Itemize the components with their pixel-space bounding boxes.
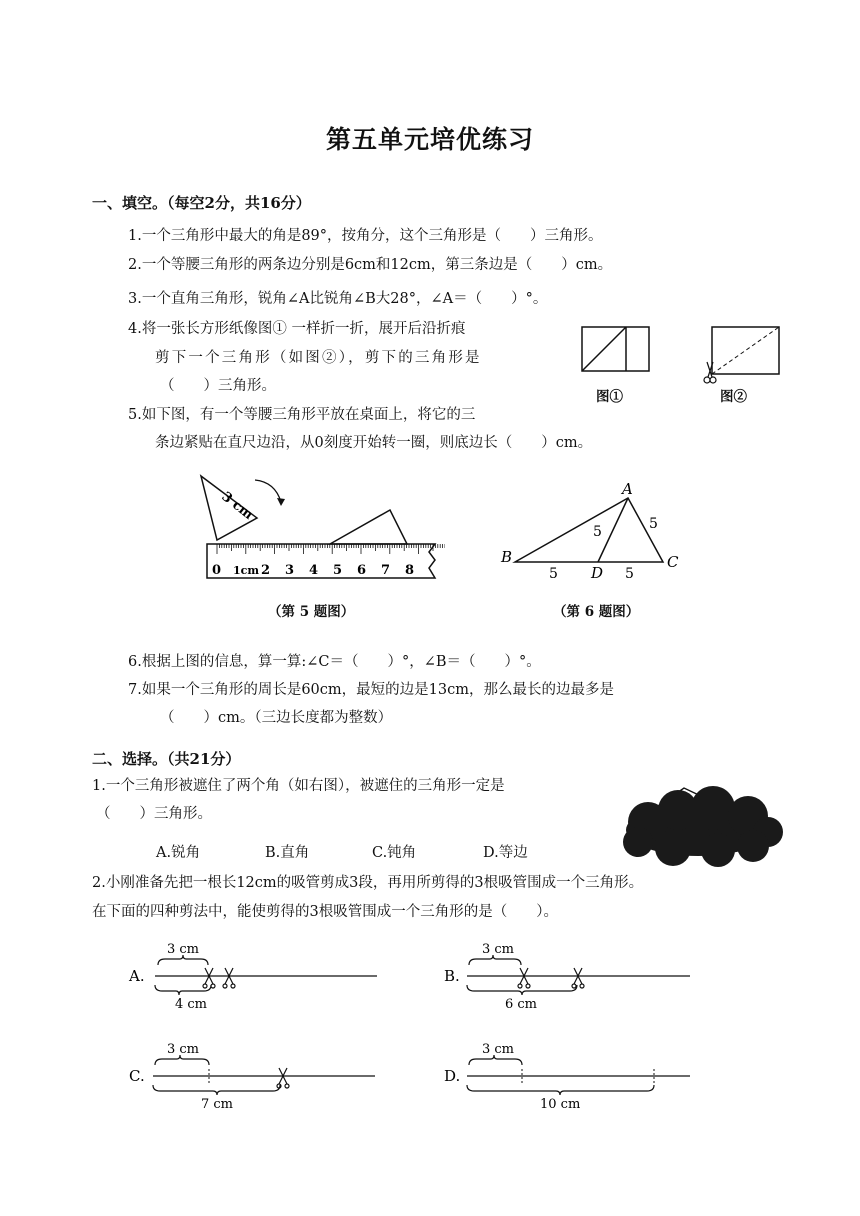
question-1-4-line2: 剪下一个三角形（如图②），剪下的三角形是 <box>155 350 482 366</box>
figure-6-triangle <box>495 476 695 586</box>
cut-option-b <box>440 935 700 1015</box>
question-2-2-line1: 2.小刚准备先把一根长12cm的吸管剪成3段，再用所剪得的3根吸管围成一个三角形。 <box>92 875 644 891</box>
cut-option-d-letter: D. <box>444 1067 461 1085</box>
question-1-1: 1.一个三角形中最大的角是89°，按角分，这个三角形是（ ）三角形。 <box>128 228 603 244</box>
cut-option-a-bottom-length: 4 cm <box>175 997 208 1012</box>
ruler-tick-3: 3 <box>285 563 295 578</box>
cut-option-d-top-length: 3 cm <box>482 1042 515 1057</box>
cut-option-c <box>125 1035 385 1115</box>
scissors-icon <box>518 968 530 988</box>
question-2-1-line2: （ ）三角形。 <box>96 806 212 822</box>
option-c: C.钝角 <box>372 845 417 861</box>
section-2-heading: 二、选择。（共21分） <box>92 750 241 768</box>
ruler-tick-8: 8 <box>405 563 415 578</box>
length-ac-label: 5 <box>649 516 658 532</box>
question-2-1-line1: 1.一个三角形被遮住了两个角（如右图），被遮住的三角形一定是 <box>92 778 505 794</box>
question-1-3: 3.一个直角三角形，锐角∠A比锐角∠B大28°，∠A＝（ ）°。 <box>128 291 548 307</box>
page-title: 第五单元培优练习 <box>325 125 534 154</box>
option-a: A.锐角 <box>156 845 201 861</box>
scissors-icon <box>277 1068 289 1088</box>
figure-2-label: 图② <box>720 389 747 405</box>
rotate-arrow-icon <box>277 498 285 506</box>
cut-option-a-top-length: 3 cm <box>167 942 200 957</box>
option-d: D.等边 <box>483 845 528 861</box>
cut-option-b-bottom-length: 6 cm <box>505 997 538 1012</box>
ruler-tick-7: 7 <box>381 563 391 578</box>
vertex-b-label: B <box>501 548 513 566</box>
section-1-heading: 一、填空。（每空2分，共16分） <box>92 194 311 212</box>
figure-2-cut-paper <box>700 322 790 392</box>
question-1-4-line1: 4.将一张长方形纸像图① 一样折一折，展开后沿折痕 <box>128 321 466 337</box>
question-1-4-line3: （ ）三角形。 <box>160 378 276 394</box>
cut-option-c-bottom-length: 7 cm <box>201 1097 234 1112</box>
scissors-icon <box>223 968 235 988</box>
ruler-tick-5: 5 <box>333 563 343 578</box>
ruler-tick-4: 4 <box>309 563 319 578</box>
figure-1-label: 图① <box>596 389 623 405</box>
scissors-icon <box>203 968 215 988</box>
cut-option-a-letter: A. <box>129 967 145 985</box>
question-1-5-line2: 条边紧贴在直尺边沿，从0刻度开始转一圈，则底边长（ ）cm。 <box>155 435 593 451</box>
length-ad-label: 5 <box>593 524 602 540</box>
figure-5-side-label: 3 cm <box>218 489 256 523</box>
ruler-tick-2: 2 <box>261 563 271 578</box>
covered-triangle-cloud <box>618 770 788 870</box>
cut-option-a <box>125 935 385 1015</box>
vertex-c-label: C <box>667 553 679 571</box>
figure-5-ruler-triangle <box>195 468 445 593</box>
vertex-a-label: A <box>622 480 633 498</box>
scissors-icon <box>572 968 584 988</box>
cut-option-b-top-length: 3 cm <box>482 942 515 957</box>
cloud-icon <box>623 786 783 867</box>
figure-6-caption: （第 6 题图） <box>553 604 640 620</box>
question-2-2-line2: 在下面的四种剪法中，能使剪得的3根吸管围成一个三角形的是（ ）。 <box>92 904 558 920</box>
option-b: B.直角 <box>265 845 310 861</box>
cut-option-b-letter: B. <box>444 967 460 985</box>
ruler-tick-1cm: 1cm <box>233 564 259 577</box>
question-1-7-line1: 7.如果一个三角形的周长是60cm，最短的边是13cm，那么最长的边最多是 <box>128 682 614 698</box>
length-dc-label: 5 <box>625 566 634 582</box>
figure-5-caption: （第 5 题图） <box>268 604 355 620</box>
cut-option-c-top-length: 3 cm <box>167 1042 200 1057</box>
question-1-6: 6.根据上图的信息，算一算:∠C＝（ ）°，∠B＝（ ）°。 <box>128 654 541 670</box>
cut-option-c-letter: C. <box>129 1067 145 1085</box>
question-1-5-line1: 5.如下图，有一个等腰三角形平放在桌面上，将它的三 <box>128 407 476 423</box>
cut-option-d-bottom-length: 10 cm <box>540 1097 581 1112</box>
length-bd-label: 5 <box>549 566 558 582</box>
ruler-tick-6: 6 <box>357 563 367 578</box>
ruler-tick-0: 0 <box>212 563 222 578</box>
question-1-2: 2.一个等腰三角形的两条边分别是6cm和12cm，第三条边是（ ）cm。 <box>128 257 613 273</box>
vertex-d-label: D <box>591 564 604 582</box>
question-1-7-line2: （ ）cm。（三边长度都为整数） <box>160 710 393 726</box>
cut-option-d <box>440 1035 700 1115</box>
